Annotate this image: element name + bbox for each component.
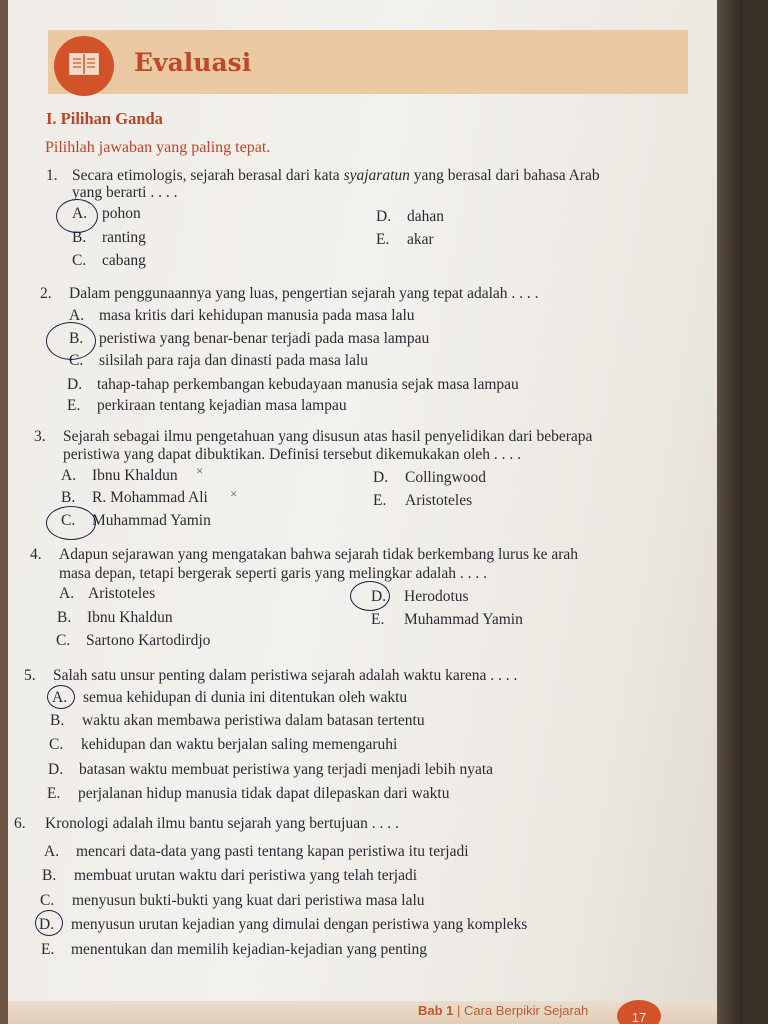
q2-option-e-letter: E. <box>67 397 81 414</box>
q2-option-b-text: peristiwa yang benar-benar terjadi pada masa lampau <box>99 330 430 347</box>
q6-option-a-text: mencari data-data yang pasti tentang kapan peristiwa itu terjadi <box>76 843 469 860</box>
q6-option-b-letter: B. <box>42 867 57 884</box>
q4-option-e-letter: E. <box>371 611 385 628</box>
q5-option-e-letter: E. <box>47 785 61 802</box>
q6-option-c-letter: C. <box>40 892 55 909</box>
page-number: 17 <box>617 1000 661 1024</box>
q1-option-c-text: cabang <box>102 252 146 269</box>
q4-option-d-text: Herodotus <box>404 588 469 605</box>
q6-option-d-letter: D. <box>39 916 55 933</box>
q2-number: 2. <box>40 285 52 302</box>
q4-option-b-text: Ibnu Khaldun <box>87 609 173 626</box>
q3-option-c-letter: C. <box>61 512 76 529</box>
q4-line2: masa depan, tetapi bergerak seperti garis yang melingkar adalah . . . . <box>59 565 487 582</box>
q1-option-e-letter: E. <box>376 231 390 248</box>
q1-option-a-letter: A. <box>72 205 88 222</box>
q1-number: 1. <box>46 167 58 184</box>
q2-option-c-letter: C. <box>69 352 84 369</box>
page-title: Evaluasi <box>134 48 252 77</box>
q2-option-e-text: perkiraan tentang kejadian masa lampau <box>97 397 347 414</box>
q3-option-b-cross: × <box>230 486 238 501</box>
q4-option-a-text: Aristoteles <box>88 585 156 602</box>
q4-option-c-letter: C. <box>56 632 71 649</box>
q5-option-d-text: batasan waktu membuat peristiwa yang terjadi menjadi lebih nyata <box>79 761 494 778</box>
q5-answer-circle <box>47 685 75 709</box>
q6-number: 6. <box>14 815 26 832</box>
q3-answer-circle <box>46 506 96 540</box>
q3-line2: peristiwa yang dapat dibuktikan. Definisi tersebut dikemukakan oleh . . . . <box>63 446 521 463</box>
q6-option-e-letter: E. <box>41 941 55 958</box>
q1-answer-circle <box>56 199 98 233</box>
q5-option-c-text: kehidupan dan waktu berjalan saling memengaruhi <box>81 736 398 753</box>
q4-option-a-letter: A. <box>59 585 75 602</box>
left-page-edge <box>0 0 8 1024</box>
q1-line2: yang berarti . . . . <box>72 184 178 201</box>
q4-answer-circle <box>350 581 390 611</box>
q3-option-b-text: R. Mohammad Ali <box>92 489 208 506</box>
q4-option-b-letter: B. <box>57 609 72 626</box>
q3-option-a-text: Ibnu Khaldun <box>92 467 178 484</box>
q1-option-b-letter: B. <box>72 229 87 246</box>
q2-option-d-letter: D. <box>67 376 83 393</box>
section-instruction: Pilihlah jawaban yang paling tepat. <box>45 139 271 156</box>
section-title: I. Pilihan Ganda <box>46 109 163 128</box>
q6-option-c-text: menyusun bukti-bukti yang kuat dari peristiwa masa lalu <box>72 892 425 909</box>
q2-answer-circle <box>46 322 96 360</box>
q2-option-c-text: silsilah para raja dan dinasti pada masa lalu <box>99 352 369 369</box>
q5-option-a-text: semua kehidupan di dunia ini ditentukan oleh waktu <box>83 689 408 706</box>
q2-line1: Dalam penggunaannya yang luas, pengertian sejarah yang tepat adalah . . . . <box>69 285 539 302</box>
q5-option-e-text: perjalanan hidup manusia tidak dapat dilepaskan dari waktu <box>78 785 450 802</box>
q2-option-a-letter: A. <box>69 307 85 324</box>
q1-option-e-text: akar <box>407 231 434 248</box>
footer-chapter: Bab 1 | Cara Berpikir Sejarah <box>418 1003 589 1018</box>
q5-option-b-text: waktu akan membawa peristiwa dalam batasan tertentu <box>82 712 425 729</box>
q4-number: 4. <box>30 546 42 563</box>
q3-option-a-letter: A. <box>61 467 77 484</box>
q6-line1: Kronologi adalah ilmu bantu sejarah yang bertujuan . . . . <box>45 815 399 832</box>
q5-line1: Salah satu unsur penting dalam peristiwa sejarah adalah waktu karena . . . . <box>53 667 518 684</box>
q6-answer-circle <box>35 910 63 936</box>
q5-option-c-letter: C. <box>49 736 64 753</box>
q3-option-c-text: Muhammad Yamin <box>92 512 211 529</box>
q1-line1: Secara etimologis, sejarah berasal dari kata syajaratun yang berasal dari bahasa Arab <box>72 167 600 184</box>
q1-option-d-letter: D. <box>376 208 392 225</box>
q1-option-b-text: ranting <box>102 229 146 246</box>
q3-option-e-text: Aristoteles <box>405 492 473 509</box>
q3-option-d-letter: D. <box>373 469 389 486</box>
q5-number: 5. <box>24 667 36 684</box>
q6-option-e-text: menentukan dan memilih kejadian-kejadian yang penting <box>71 941 427 958</box>
right-page-edge <box>717 0 743 1024</box>
q3-line1: Sejarah sebagai ilmu pengetahuan yang disusun atas hasil penyelidikan dari beberapa <box>63 428 593 445</box>
q3-number: 3. <box>34 428 46 445</box>
q1-option-c-letter: C. <box>72 252 87 269</box>
q3-option-b-letter: B. <box>61 489 76 506</box>
q3-option-e-letter: E. <box>373 492 387 509</box>
q4-line1: Adapun sejarawan yang mengatakan bahwa sejarah tidak berkembang lurus ke arah <box>59 546 579 563</box>
q5-option-a-letter: A. <box>52 689 68 706</box>
q2-option-a-text: masa kritis dari kehidupan manusia pada masa lalu <box>99 307 415 324</box>
q2-option-b-letter: B. <box>69 330 84 347</box>
q6-option-b-text: membuat urutan waktu dari peristiwa yang telah terjadi <box>74 867 418 884</box>
book-icon <box>68 52 100 76</box>
q2-option-d-text: tahap-tahap perkembangan kebudayaan manusia sejak masa lampau <box>97 376 519 393</box>
textbook-page <box>8 0 743 1024</box>
q5-option-d-letter: D. <box>48 761 64 778</box>
q5-option-b-letter: B. <box>50 712 65 729</box>
q3-option-a-cross: × <box>196 463 204 478</box>
q3-option-d-text: Collingwood <box>405 469 486 486</box>
q1-option-a-text: pohon <box>102 205 141 222</box>
q4-option-d-letter: D. <box>371 588 387 605</box>
q6-option-a-letter: A. <box>44 843 60 860</box>
q6-option-d-text: menyusun urutan kejadian yang dimulai dengan peristiwa yang kompleks <box>71 916 528 933</box>
q4-option-c-text: Sartono Kartodirdjo <box>86 632 211 649</box>
q4-option-e-text: Muhammad Yamin <box>404 611 523 628</box>
q1-option-d-text: dahan <box>407 208 445 225</box>
